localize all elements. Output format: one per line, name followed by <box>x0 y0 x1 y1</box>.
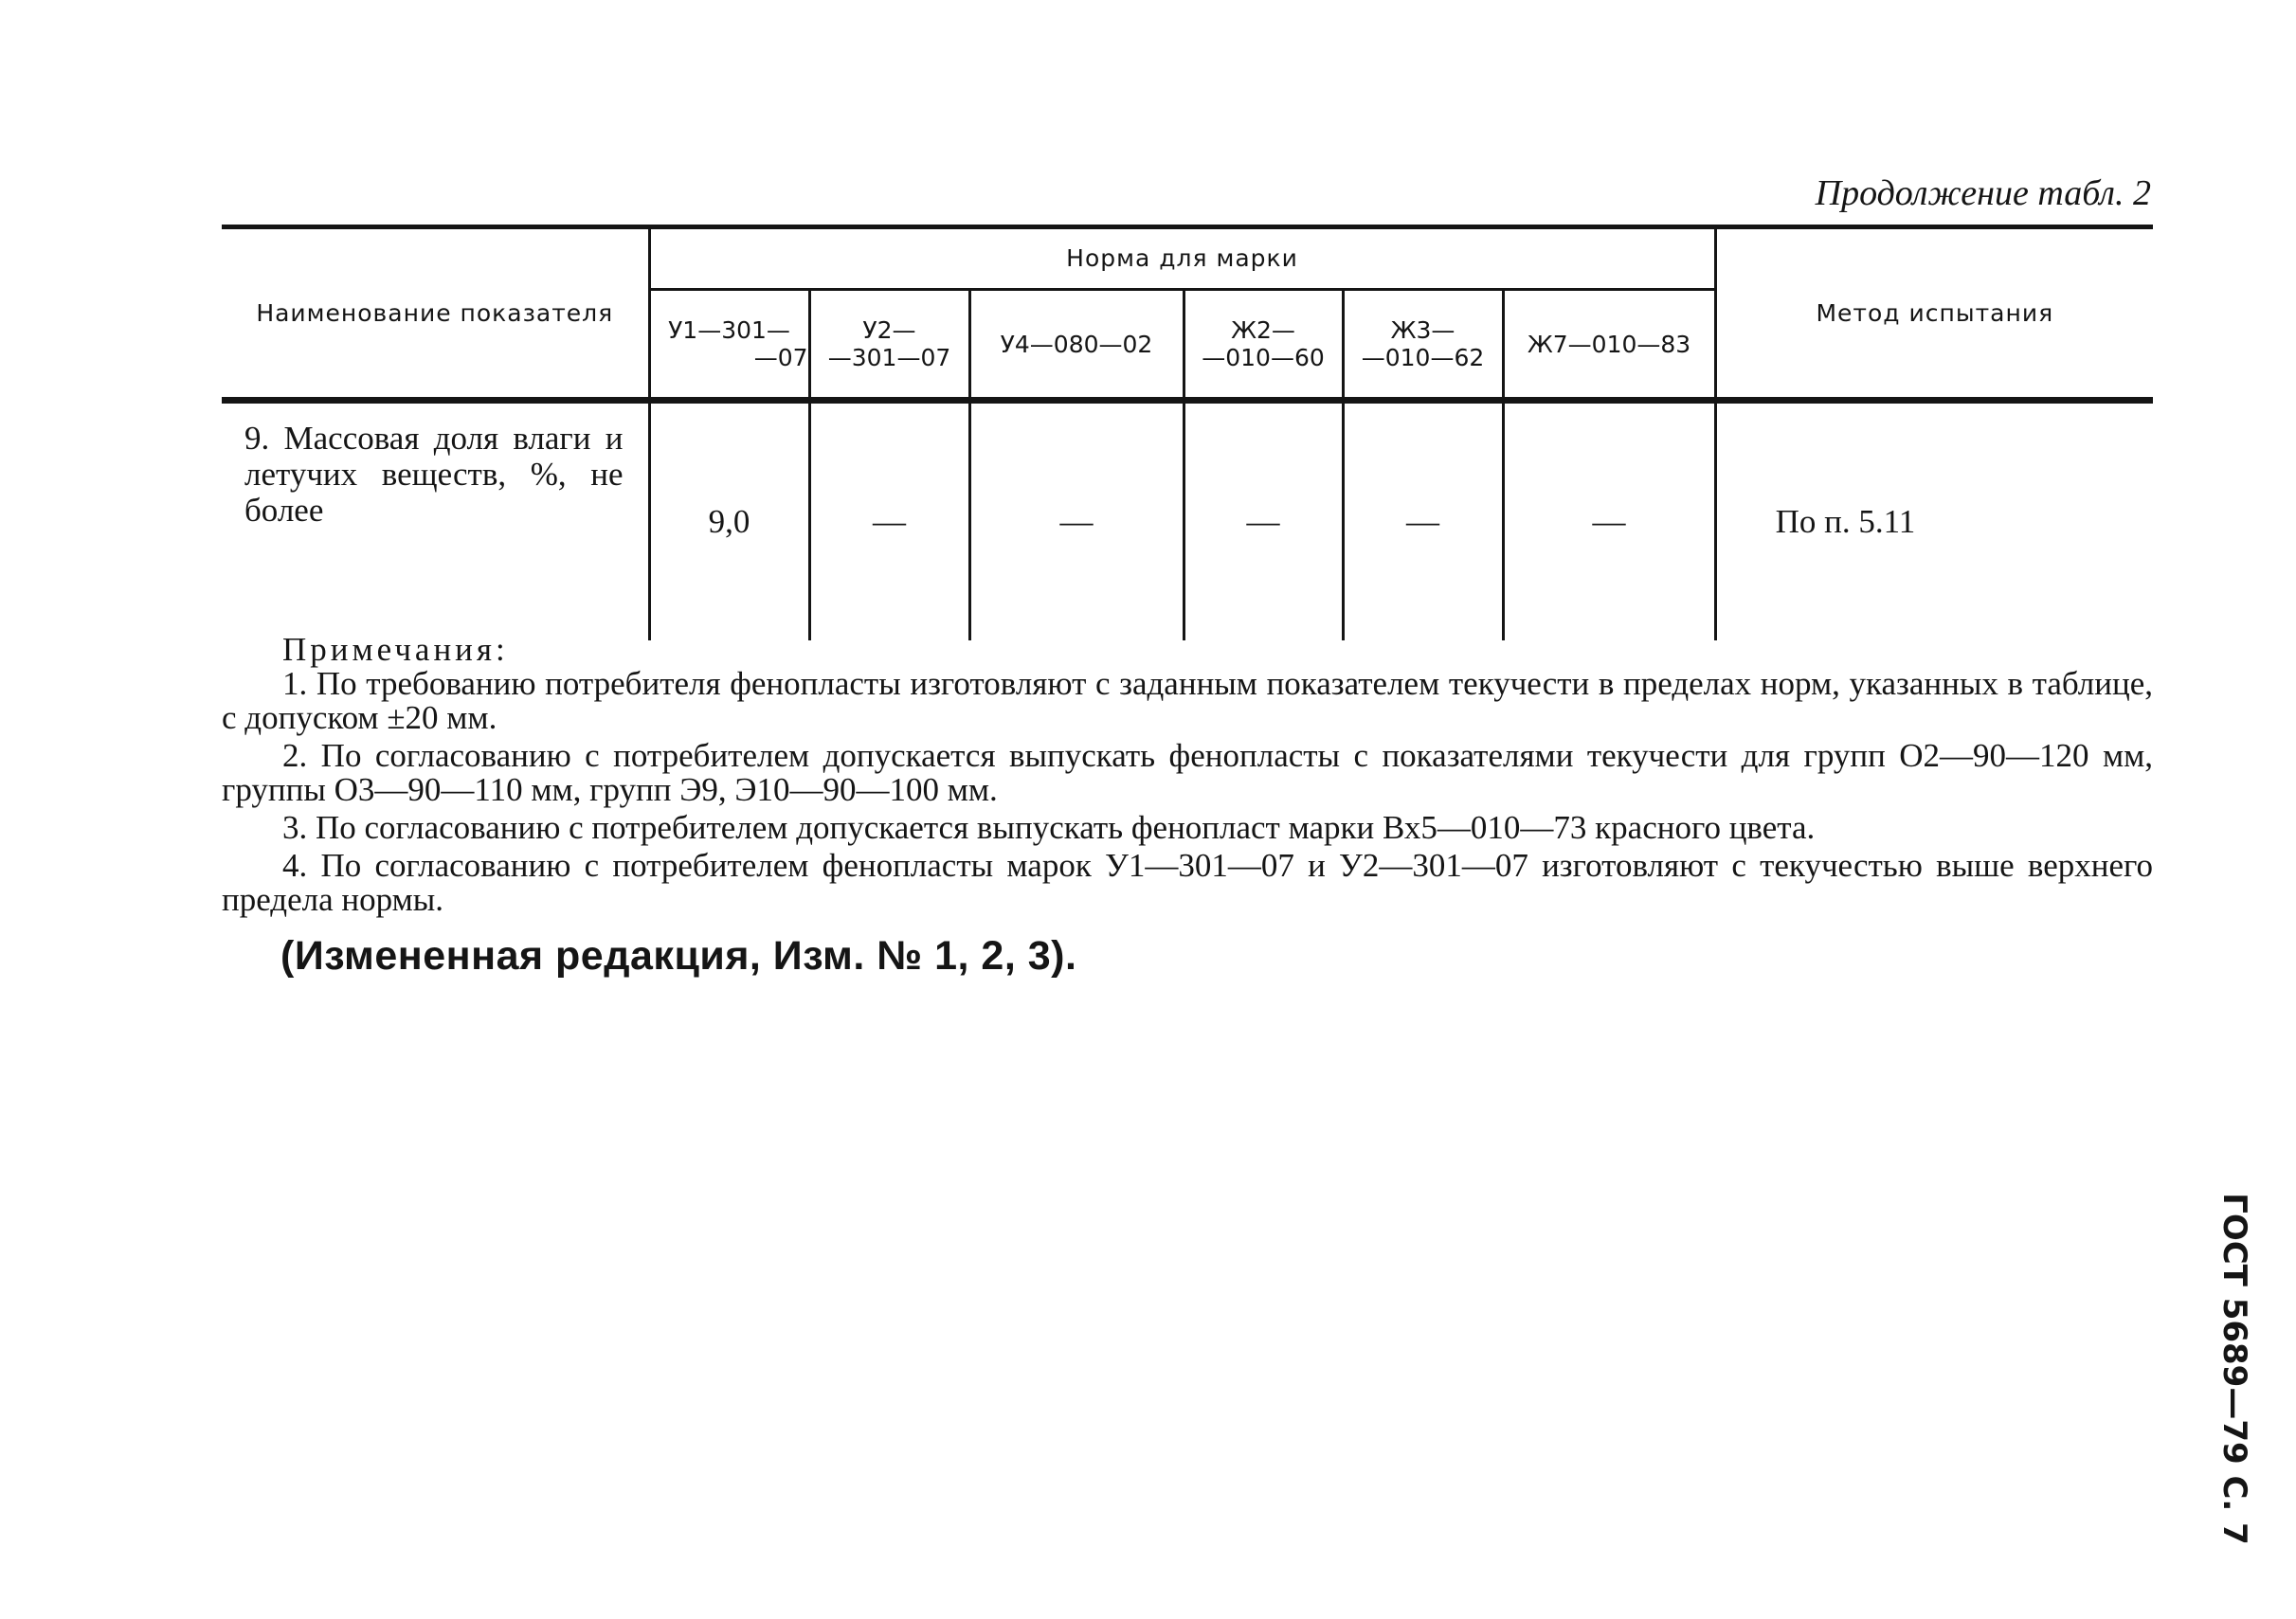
grade-header-u2: У2— —301—07 <box>809 290 969 401</box>
notes-section <box>222 633 2153 921</box>
note-item: 3. По согласованию с потребителем допускается выпускать фенопласт марки Вх5—010—73 красного цвета. <box>282 809 1816 846</box>
header-indicator-name: Наименование показателя <box>222 227 649 401</box>
indicator-name-cell: 9. Массовая доля влаги и летучих веществ, %, не более <box>244 420 624 529</box>
note-item: 4. По согласованию с потребителем фенопласты марок У1—301—07 и У2—301—07 изготовляют с текучестью выше верхнего предела нормы. <box>222 847 2153 918</box>
value-cell: — <box>1184 401 1343 641</box>
grade-header-zh7: Ж7—010—83 <box>1503 290 1715 401</box>
value-cell: — <box>1503 401 1715 641</box>
header-norm-for-grade: Норма для марки <box>649 227 1715 290</box>
note-item: 1. По требованию потребителя фенопласты изготовляют с заданным показателем текучести в пределах норм, указанных в таблице, с допуском ±20 мм. <box>222 665 2153 736</box>
test-method-cell: По п. 5.11 <box>1715 401 2153 641</box>
properties-table <box>222 225 2153 640</box>
amendment-note: (Измененная редакция, Изм. № 1, 2, 3). <box>280 933 1077 979</box>
value-cell: — <box>809 401 969 641</box>
table-continuation-label: Продолжение табл. 2 <box>1815 173 2151 213</box>
page-side-label: ГОСТ 5689—79 С. 7 <box>2215 1193 2253 1545</box>
value-cell: — <box>969 401 1184 641</box>
note-item: 2. По согласованию с потребителем допускается выпускать фенопласты с показателями текучести для групп О2—90—120 мм, группы О3—90—110 мм, групп Э9, Э10—90—100 мм. <box>222 737 2153 808</box>
header-test-method: Метод испытания <box>1715 227 2153 401</box>
table-row <box>222 401 2153 641</box>
grade-header-zh3: Ж3— —010—62 <box>1343 290 1503 401</box>
value-cell: — <box>1343 401 1503 641</box>
grade-header-u1: У1—301— —07 <box>649 290 809 401</box>
value-cell: 9,0 <box>649 401 809 641</box>
grade-header-u4: У4—080—02 <box>969 290 1184 401</box>
notes-title: Примечания: <box>282 631 509 668</box>
grade-header-zh2: Ж2— —010—60 <box>1184 290 1343 401</box>
